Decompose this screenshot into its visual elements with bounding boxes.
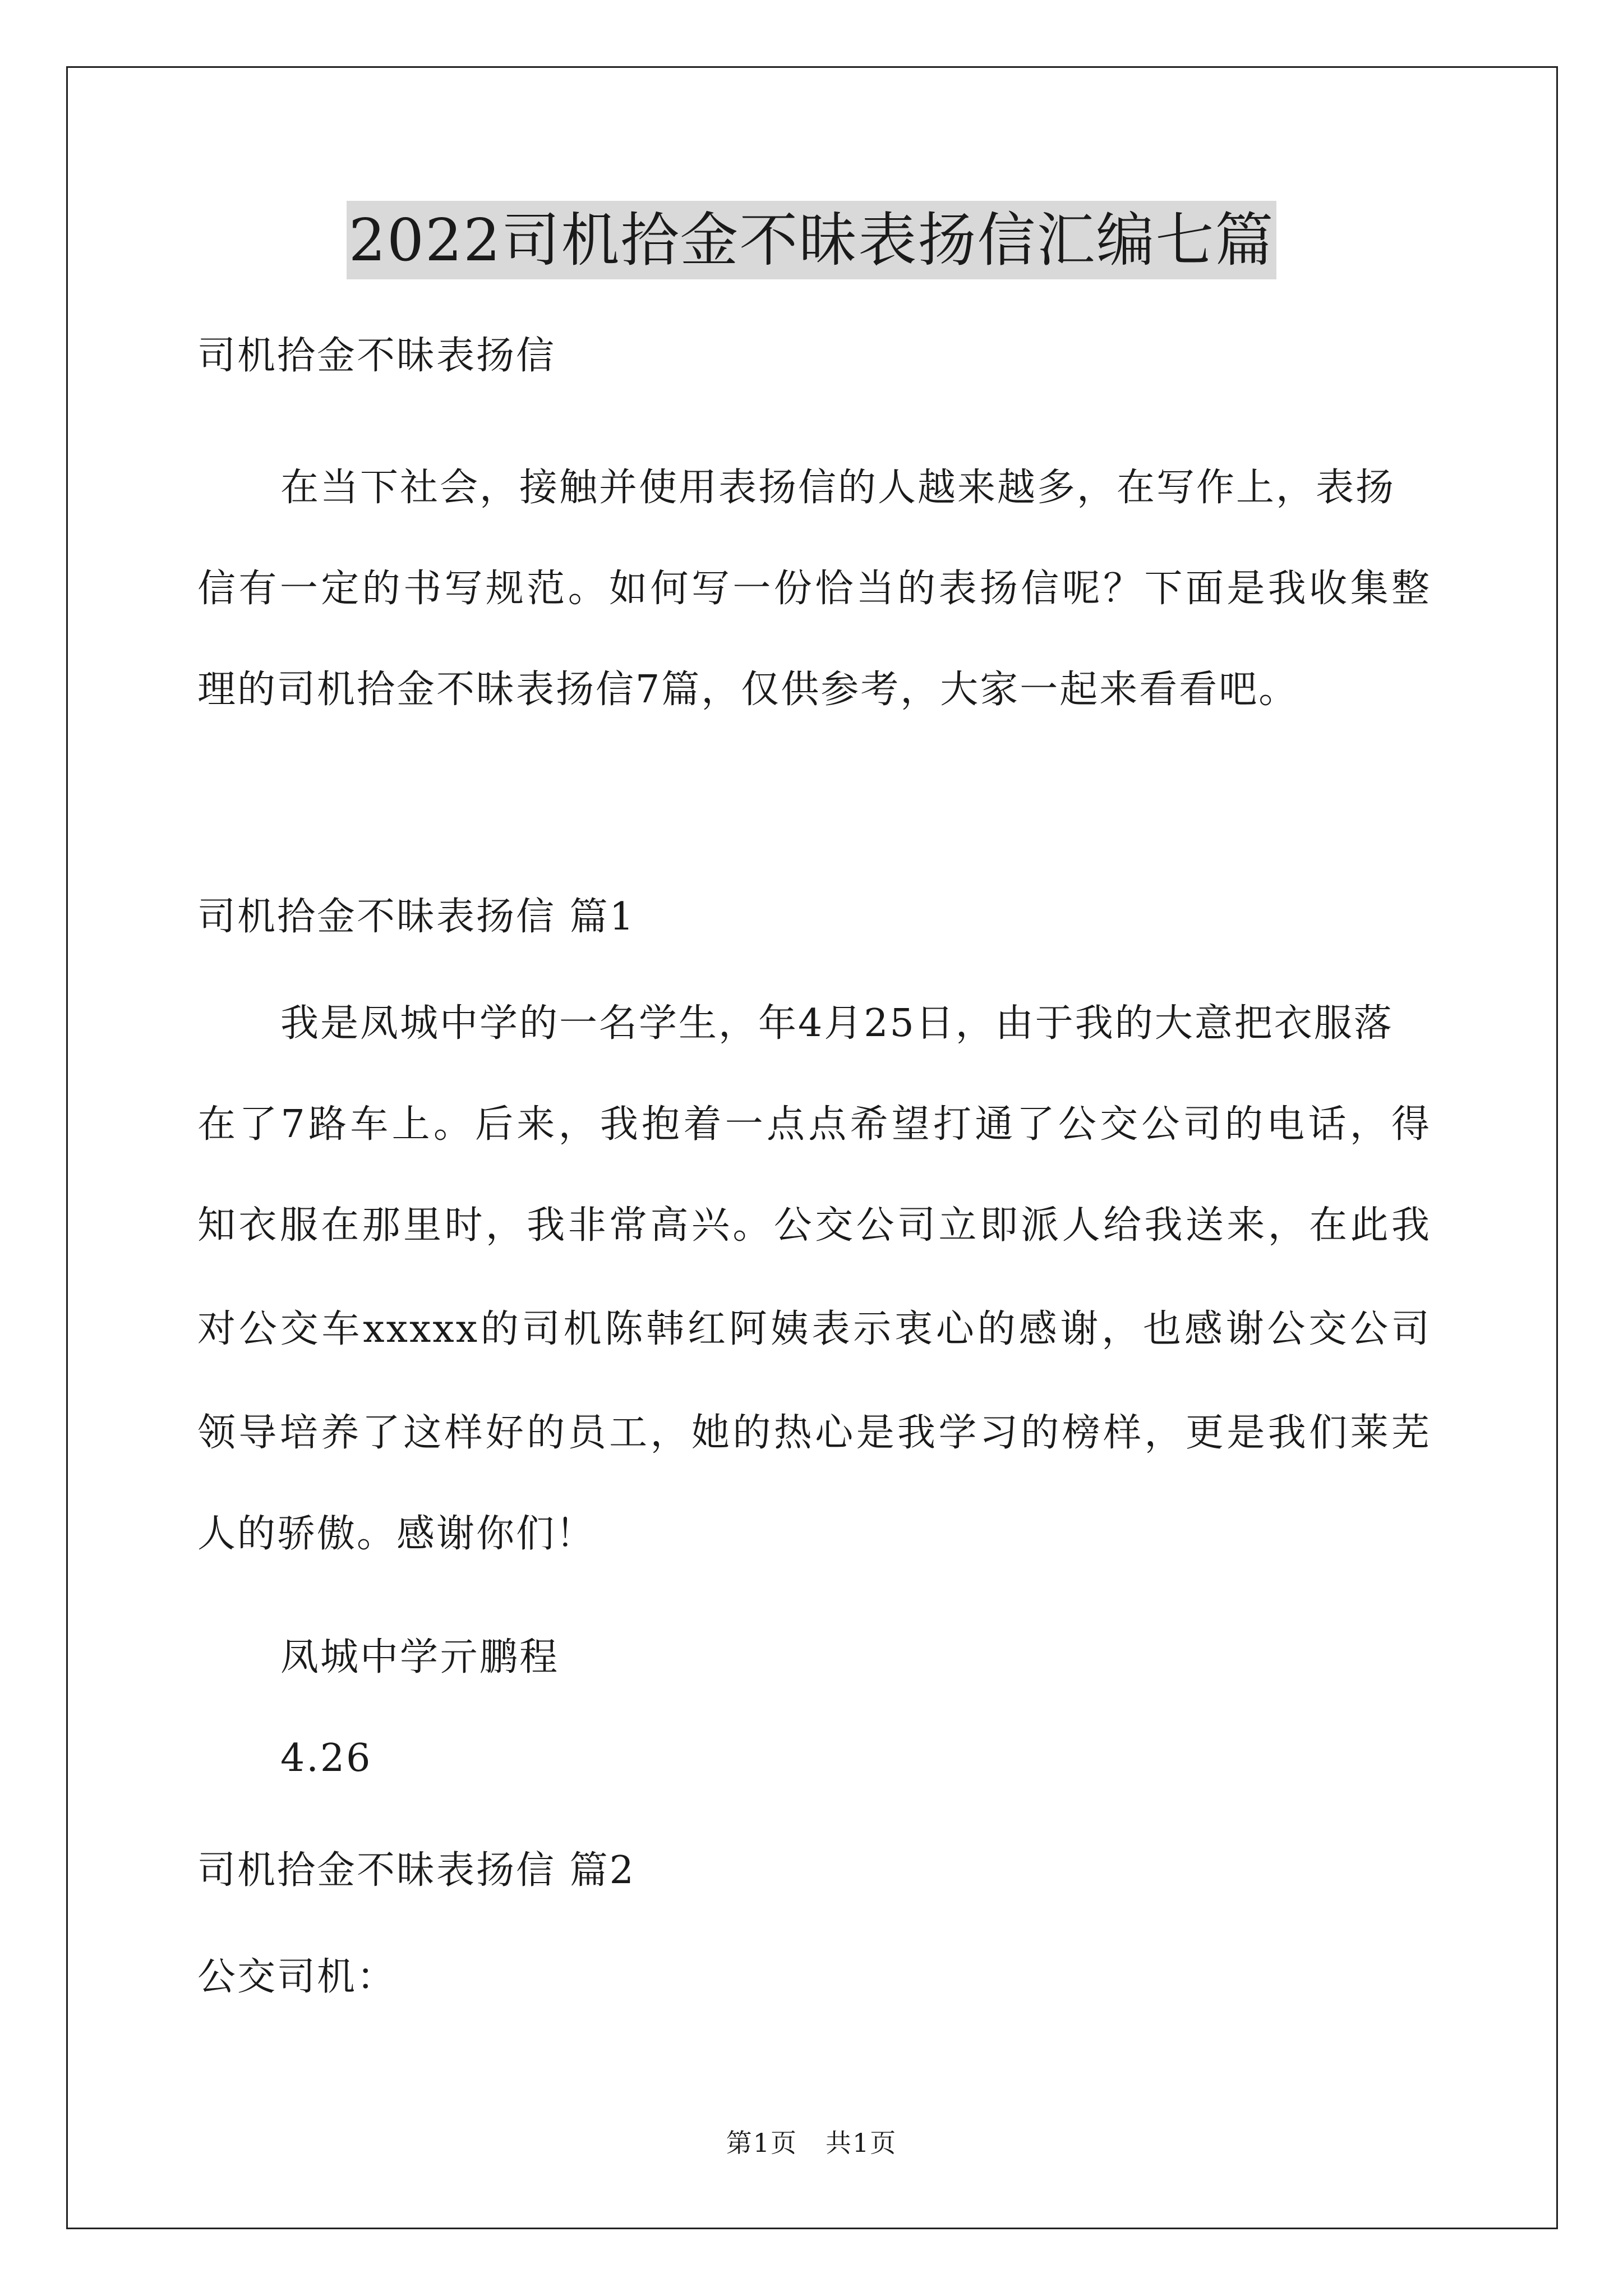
document-title: 2022司机拾金不昧表扬信汇编七篇	[347, 201, 1277, 279]
page-total: 共1页	[826, 2128, 897, 2158]
intro-line-1: 在当下社会，接触并使用表扬信的人越来越多，在写作上，表扬	[280, 466, 1396, 510]
section1-line-2: 在了7路车上。后来，我抱着一点点希望打通了公交公司的电话，得	[197, 1102, 1431, 1147]
section1-line-3: 知衣服在那里时，我非常高兴。公交公司立即派人给我送来，在此我	[197, 1203, 1431, 1248]
section1-date: 4.26	[280, 1736, 372, 1780]
section2-salutation: 公交司机：	[197, 1955, 397, 1999]
section2-heading: 司机拾金不昧表扬信 篇2	[197, 1848, 635, 1893]
intro-line-3: 理的司机拾金不昧表扬信7篇，仅供参考，大家一起来看看吧。	[197, 668, 1299, 712]
section1-line-1: 我是凤城中学的一名学生，年4月25日，由于我的大意把衣服落	[280, 1001, 1394, 1046]
intro-line-2: 信有一定的书写规范。如何写一份恰当的表扬信呢？下面是我收集整	[197, 567, 1431, 611]
section1-line-6: 人的骄傲。感谢你们！	[197, 1512, 596, 1556]
intro-heading: 司机拾金不昧表扬信	[197, 334, 556, 378]
document-title-wrap	[0, 201, 1623, 279]
section1-line-4: 对公交车xxxxx的司机陈韩红阿姨表示衷心的感谢，也感谢公交公司	[197, 1307, 1431, 1351]
page-number: 第1页	[726, 2128, 797, 2158]
section1-signature: 凤城中学亓鹏程	[280, 1635, 560, 1680]
section1-line-5: 领导培养了这样好的员工，她的热心是我学习的榜样，更是我们莱芜	[197, 1411, 1431, 1455]
page-footer	[0, 2126, 1623, 2160]
section1-heading: 司机拾金不昧表扬信 篇1	[197, 895, 635, 939]
